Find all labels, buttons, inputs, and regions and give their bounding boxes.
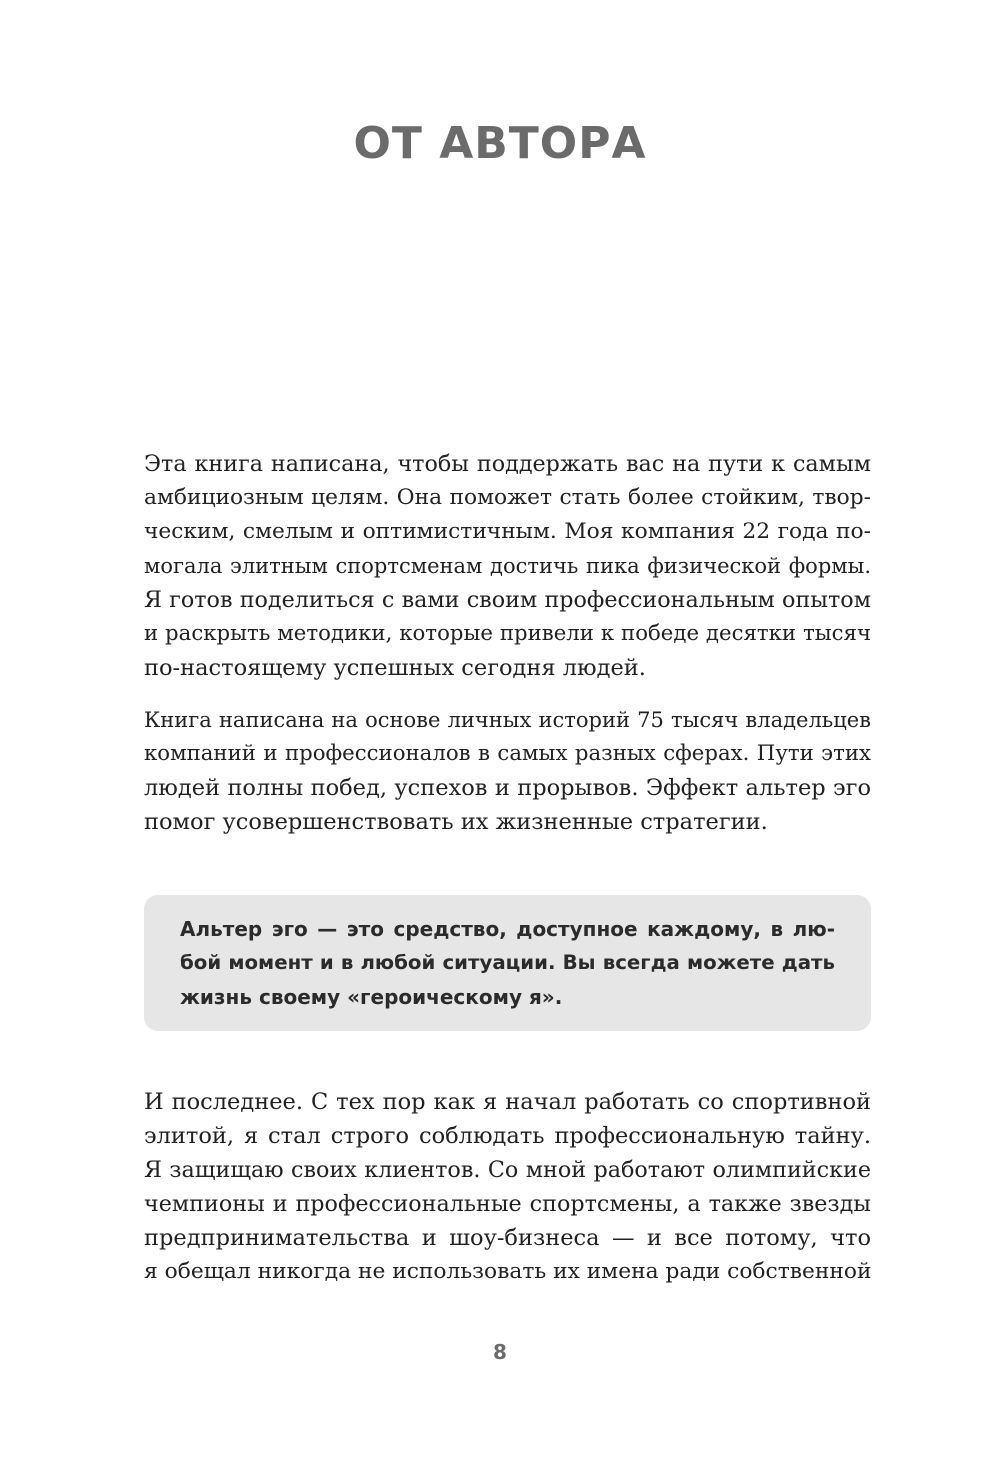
page-number: 8 — [493, 1340, 507, 1364]
text-line: предпринимательства и шоу-бизнеса — и все потому, что — [144, 1225, 871, 1251]
paragraph-basis — [144, 703, 871, 839]
text-line: компаний и профессионалов в самых разных сферах. Пути этих — [144, 741, 871, 766]
callout-line: бой момент и в любой ситуации. Вы всегда можете дать — [180, 951, 835, 974]
text-line: Книга написана на основе личных историй 75 тысяч владельцев — [144, 708, 871, 732]
text-line: ческим, смелым и оптимистичным. Моя компания 22 года по- — [144, 519, 871, 544]
text-line: я обещал никогда не использовать их имена ради собственной — [144, 1259, 871, 1284]
paragraph-confidentiality — [144, 1085, 871, 1289]
text-line: Я готов поделиться с вами своим профессиональным опытом — [144, 587, 871, 613]
text-line: людей полны побед, успехов и прорывов. Эффект альтер эго — [144, 775, 871, 801]
text-line: по-настоящему успешных сегодня людей. — [144, 655, 646, 681]
text-line: могала элитным спортсменам достичь пика физической формы. — [144, 554, 871, 578]
text-line: помог усовершенствовать их жизненные стратегии. — [144, 809, 768, 835]
text-line: чемпионы и профессиональные спортсмены, а также звезды — [144, 1191, 871, 1217]
text-line: Я защищаю своих клиентов. Со мной работают олимпийские — [144, 1157, 871, 1183]
text-line: Эта книга написана, чтобы поддержать вас на пути к самым — [144, 451, 871, 477]
text-line: амбициозным целям. Она поможет стать более стойким, твор- — [144, 485, 871, 510]
text-line: И последнее. С тех пор как я начал работать со спортивной — [144, 1089, 871, 1115]
callout-text — [180, 912, 835, 1014]
text-line: элитой, я стал строго соблюдать профессиональную тайну. — [144, 1123, 871, 1149]
text-line: и раскрыть методики, которые привели к победе десятки тысяч — [144, 621, 871, 646]
page-title: ОТ АВТОРА — [353, 118, 647, 169]
callout-box — [144, 895, 871, 1031]
paragraph-intro — [144, 447, 871, 685]
callout-line: Альтер эго — это средство, доступное каждому, в лю- — [180, 917, 835, 941]
callout-line: жизнь своему «героическому я». — [180, 985, 563, 1009]
